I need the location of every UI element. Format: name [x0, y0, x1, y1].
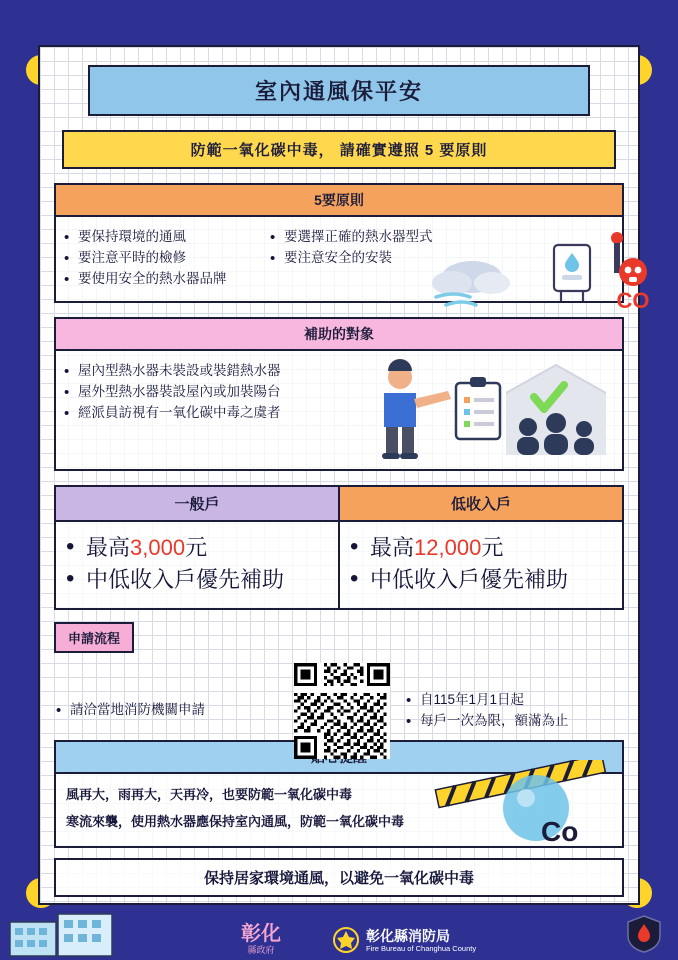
list-item: • 請洽當地消防機關申請 — [54, 700, 294, 721]
section-apply-flow — [54, 622, 624, 734]
apply-flow-tag: 申請流程 — [54, 622, 134, 653]
co-badge — [612, 257, 654, 313]
subsidy-table — [54, 485, 624, 610]
skull-icon — [612, 257, 654, 287]
list-item: • 中低收入戶優先補助 — [64, 564, 330, 596]
label: 最高 — [86, 535, 131, 560]
section-principles — [54, 183, 650, 313]
page-title: 室內通風保平安 — [88, 65, 590, 116]
label: 最高 — [370, 535, 415, 560]
logo-fire-bureau — [332, 926, 476, 954]
hazard-tape-icon — [426, 760, 616, 846]
list-item: • 每戶一次為限，額滿為止 — [404, 711, 569, 732]
amount-unit: 元 — [481, 535, 504, 560]
principles-heading: 5要原則 — [56, 185, 622, 217]
amount-value: 12,000 — [414, 535, 482, 560]
list-item: • 要保持環境的通風 — [62, 227, 262, 248]
page-subtitle: 防範一氧化碳中毒， 請確實遵照 5 要原則 — [62, 130, 616, 169]
poster-sheet — [38, 45, 650, 905]
subsidy-lowincome-heading: 低收入戶 — [340, 487, 622, 522]
list-item: • 屋內型熱水器未裝設或裝錯熱水器 — [62, 361, 616, 382]
building-illustration — [6, 908, 116, 958]
co-badge-label: CO — [616, 288, 650, 313]
cloud-wind-icon — [426, 251, 526, 311]
apply-flow-notes — [404, 690, 569, 732]
water-heater-icon — [544, 235, 602, 307]
logo-changhua-county — [222, 923, 300, 956]
reminder-line: 寒流來襲，使用熱水器應保持室內通風，防範一氧化碳中毒 — [66, 813, 405, 829]
list-item: • 中低收入戶優先補助 — [348, 564, 614, 596]
inspection-illustration — [356, 355, 626, 467]
apply-flow-list — [54, 700, 294, 721]
footer-logos — [0, 905, 678, 960]
logo-county-sub: 縣政府 — [247, 945, 275, 955]
list-item: • 自115年1月1日起 — [404, 690, 569, 711]
logo-fire-sub: Fire Bureau of Changhua County — [366, 943, 477, 953]
fire-badge-icon — [624, 914, 664, 954]
subsidy-col-general — [56, 487, 338, 608]
list-item: • 要選擇正確的熱水器型式 — [268, 227, 468, 248]
subsidy-col-lowincome — [338, 487, 622, 608]
fire-bureau-emblem-icon — [332, 926, 360, 954]
reminder-body — [56, 774, 622, 846]
amount-unit: 元 — [185, 535, 208, 560]
qr-code[interactable] — [294, 663, 390, 759]
subsidy-general-amount-row — [64, 532, 330, 564]
list-item: • 要注意平時的檢修 — [62, 248, 262, 269]
principles-body — [56, 217, 650, 313]
logo-fire-name: 彰化縣消防局 — [366, 927, 450, 944]
list-item: • 屋外型熱水器裝設屋內或加裝陽台 — [62, 382, 616, 403]
list-item: • 經派員訪視有一氧化碳中毒之虞者 — [62, 403, 616, 424]
section-targets — [54, 317, 624, 471]
targets-heading: 補助的對象 — [56, 319, 622, 351]
subsidy-general-heading: 一般戶 — [56, 487, 338, 522]
list-item: • 要使用安全的熱水器品牌 — [62, 269, 262, 290]
reminder-line: 風再大，雨再大，天再冷，也要防範一氧化碳中毒 — [66, 786, 353, 802]
amount-value: 3,000 — [130, 535, 186, 560]
principles-list-left — [62, 227, 262, 290]
footer-slogan: 保持居家環境通風，以避免一氧化碳中毒 — [54, 858, 624, 897]
targets-body — [56, 351, 622, 469]
logo-county-name: 彰化 — [241, 923, 281, 945]
co-bubble-label: Co — [541, 815, 579, 847]
list-item: • 要注意安全的安裝 — [268, 248, 468, 269]
subsidy-lowincome-amount-row — [348, 532, 614, 564]
